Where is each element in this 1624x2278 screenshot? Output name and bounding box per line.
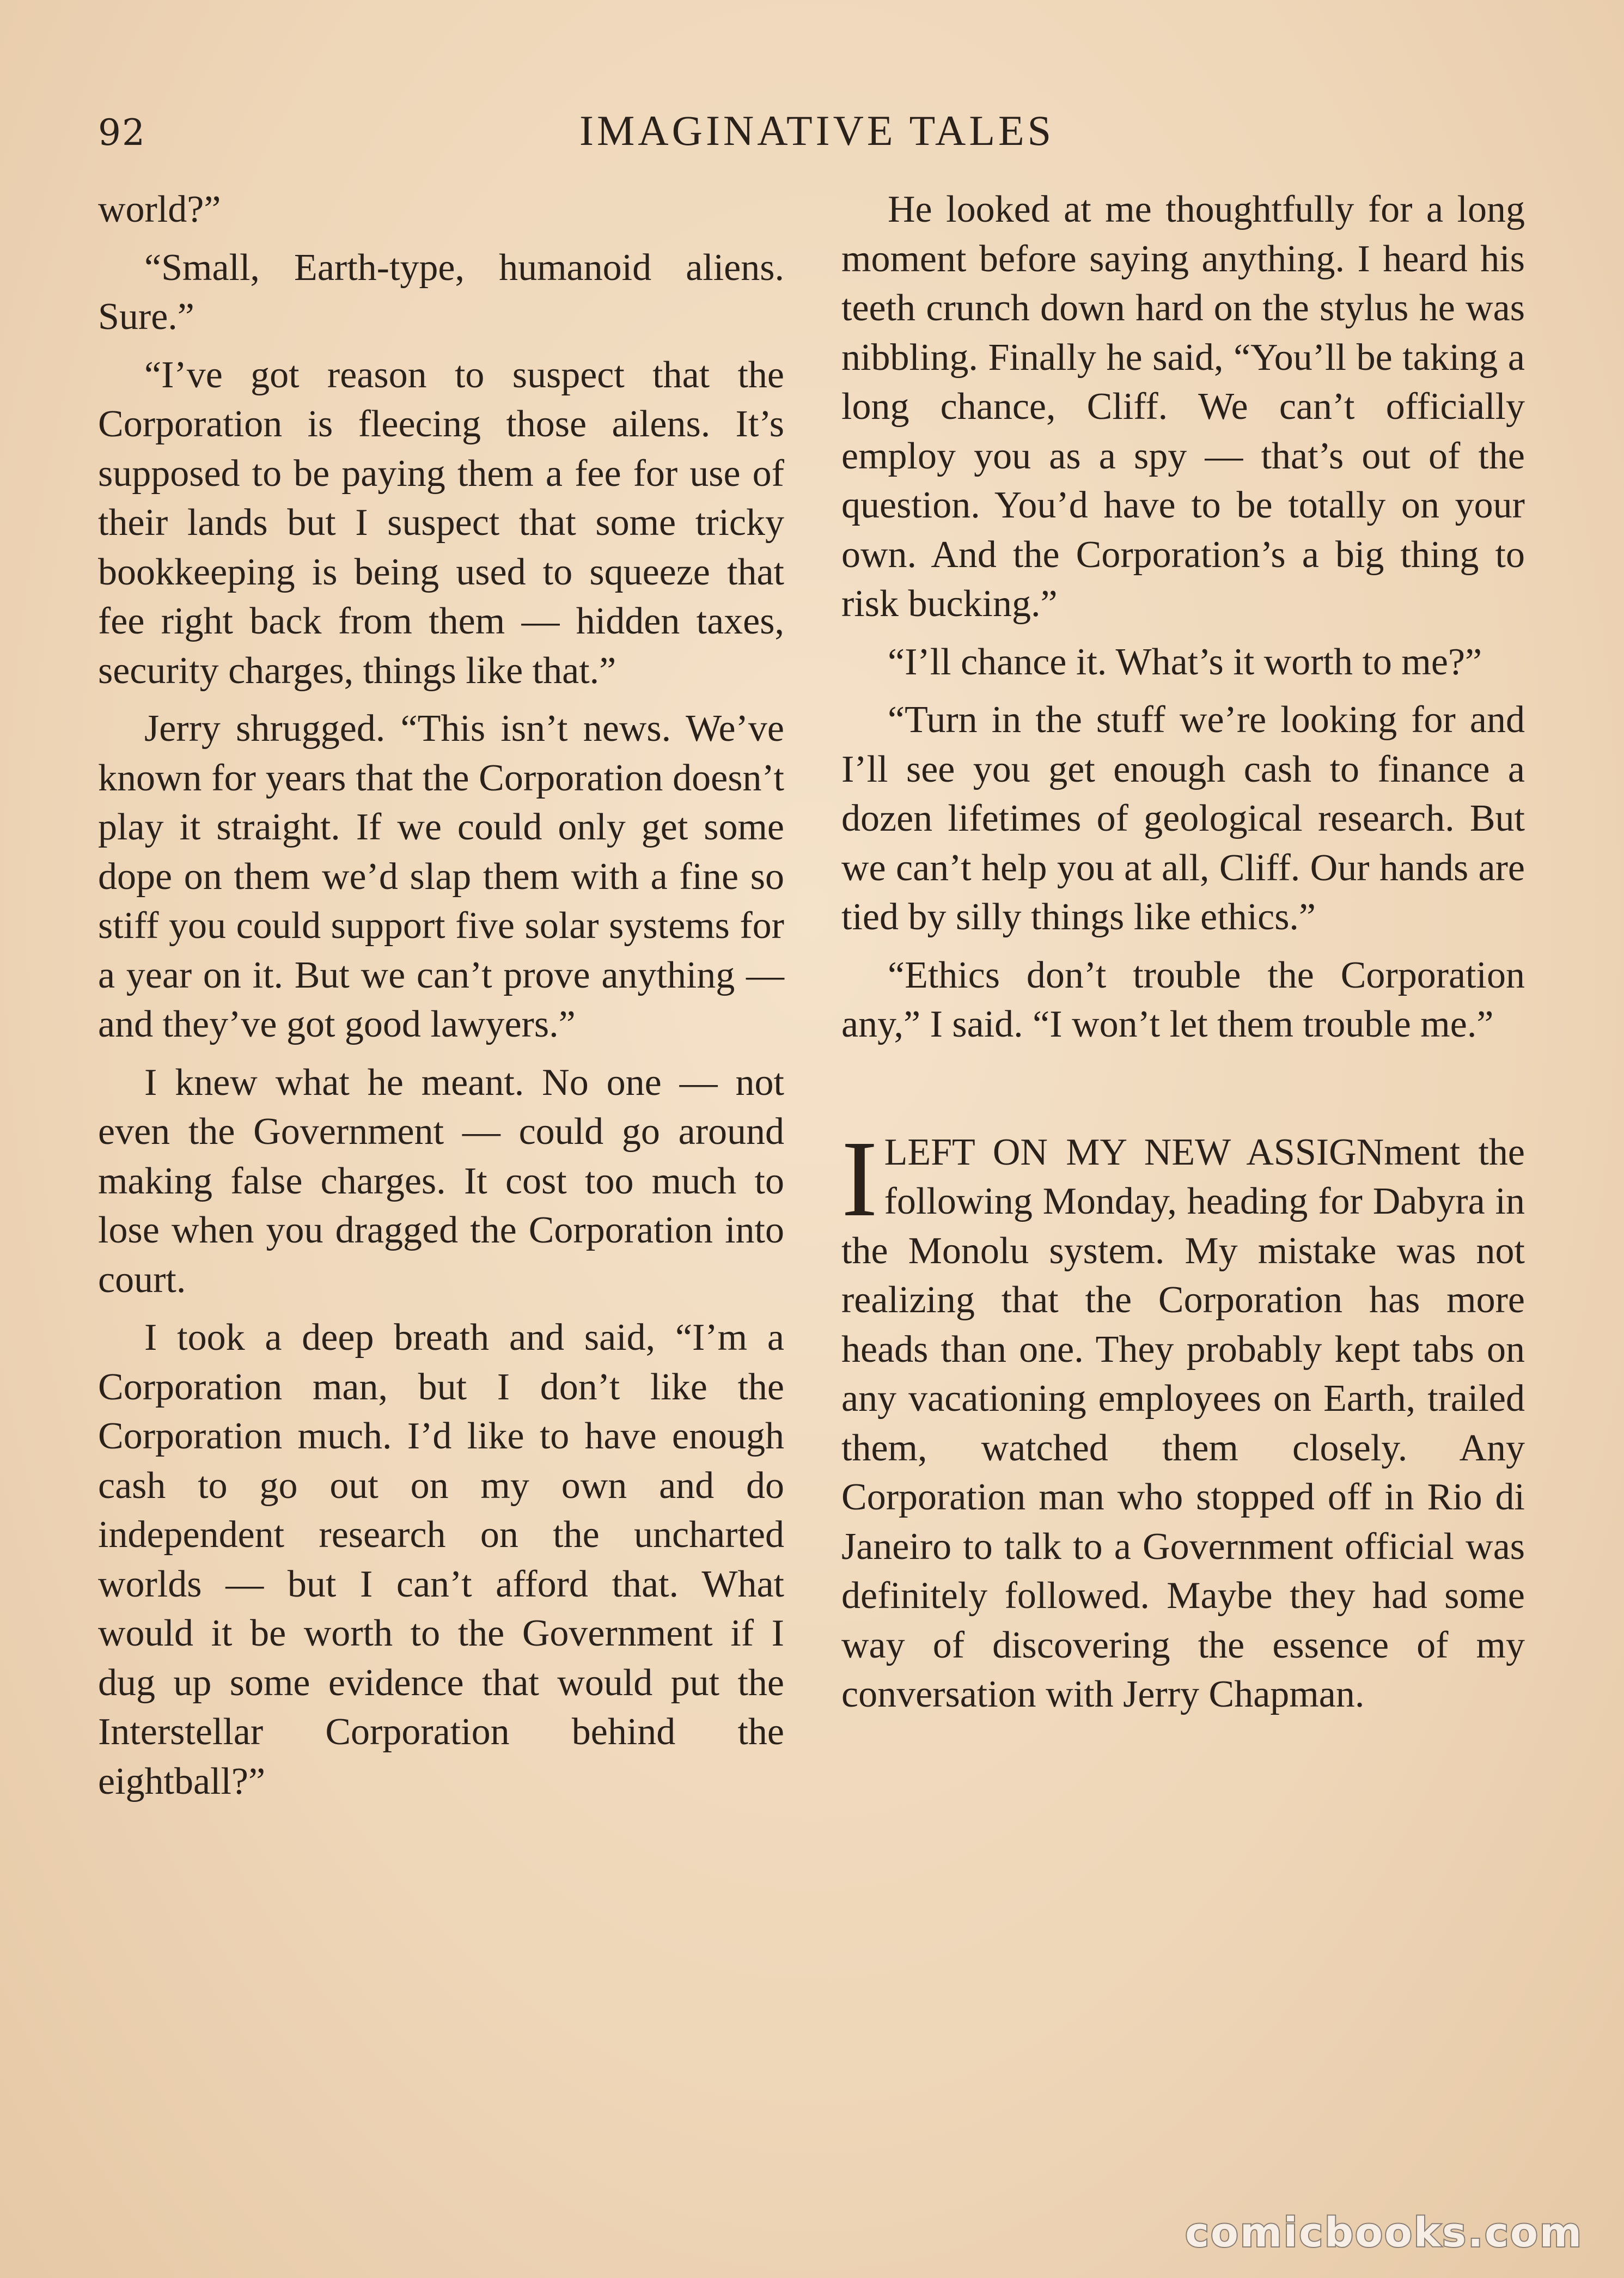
running-title: IMAGINATIVE TALES (579, 107, 1055, 154)
section-break (841, 1058, 1525, 1128)
watermark: comicbooks.com (1185, 2209, 1583, 2256)
paragraph: I knew what he meant. No one — not even the Government — could go around making false charges. It cost too much to lose when you dragged the Corporation into court. (98, 1061, 784, 1301)
section-text: LEFT ON MY NEW ASSIGNment the following Monday, heading for Dabyra in the Monolu system. My mistake was not realizing that the Corporation has more heads than one. They probably kept tabs on any vacationing employees on Earth, trailed them, watched them closely. Any Corporation man who stopped off in Rio di Janeiro to talk to a Government official was definitely followed. Maybe they had some way of discovering the essence of my conversation with Jerry Chapman. (841, 1131, 1525, 1715)
paragraph: I took a deep breath and said, “I’m a Corporation man, but I don’t like the Corporation much. I’d like to have enough cash to go out on my own and do independent research on the uncharted worlds — but I can’t afford that. What would it be worth to the Government if I dug up some evidence that would put the Interstellar Corporation behind the eightball?” (98, 1317, 784, 1802)
paragraph: He looked at me thoughtfully for a long moment before saying anything. I heard his teeth crunch down hard on the stylus he was nibbling. Finally he said, “You’ll be taking a long chance, Cliff. We can’t officially employ you as a spy — that’s out of the question. You’d have to be totally on your own. And the Corporation’s a big thing to risk bucking.” (841, 188, 1525, 625)
paragraph: world?” (98, 188, 221, 230)
paragraph: Jerry shrugged. “This isn’t news. We’ve known for years that the Corporation doesn’t play it straight. If we could only get some dope on them we’d slap them with a fine so stiff you could support five solar systems for a year on it. But we can’t prove anything —and they’ve got good lawyers.” (98, 708, 784, 1045)
page-number: 92 (98, 112, 146, 154)
paragraph: “I’ve got reason to suspect that the Corporation is fleecing those ailens. It’s supposed to be paying them a fee for use of their lands but I suspect that some tricky bookkeeping is being used to squeeze that fee right back from them — hidden taxes, security charges, things like that.” (98, 354, 784, 692)
drop-cap: I (841, 1118, 878, 1239)
section-opening-paragraph (841, 1118, 1525, 1720)
paragraph: “Small, Earth-type, humanoid aliens. Sure.” (98, 246, 784, 338)
right-column (841, 185, 1525, 1728)
left-column (98, 185, 784, 1815)
paragraph: “Turn in the stuff we’re looking for and I’ll see you get enough cash to finance a dozen lifetimes of geological research. But we can’t help you at all, Cliff. Our hands are tied by silly things like ethics.” (841, 699, 1525, 938)
paragraph: “Ethics don’t trouble the Corporation any,” I said. “I won’t let them trouble me.” (841, 954, 1525, 1045)
page-header (98, 106, 1536, 166)
paragraph: “I’ll chance it. What’s it worth to me?” (888, 641, 1482, 683)
